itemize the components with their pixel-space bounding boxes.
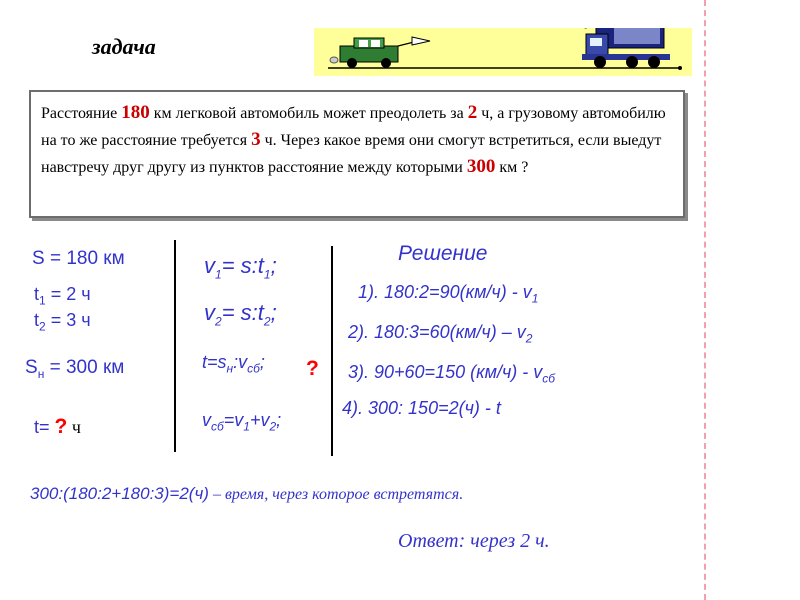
problem-text-3: ч, а грузовому автомобилю на то же расстояние требуется (41, 105, 666, 149)
problem-number-300: 300 (466, 156, 496, 177)
divider-given (174, 240, 176, 452)
cars-illustration-svg (314, 28, 692, 76)
problem-statement (29, 90, 685, 218)
end-point-icon (678, 66, 682, 70)
answer: Ответ: через 2 ч. (398, 530, 550, 552)
solution-step-1: 1). 180:2=90(км/ч) - $v_1$ (358, 282, 539, 306)
solution-heading: Решение (398, 242, 488, 265)
summary-line (30, 484, 463, 504)
problem-text-5: км ? (495, 159, 529, 176)
unknown-marker: ? (54, 415, 68, 438)
formula-v2: $v_2=$ $s:t_2$; (204, 300, 277, 329)
summary-expression: 300:(180:2+180:3)=2(ч) (30, 484, 209, 503)
formula-question-mark: ? (306, 357, 319, 380)
start-point-icon (330, 57, 338, 63)
slide-right-border (704, 0, 706, 600)
slide-title: задача (92, 34, 156, 59)
solution-step-3: 3). 90+60=150 $(км/ч) - v_{сб}$ (348, 362, 555, 386)
formula-t: $t=s_н:v_{сб}$; (202, 352, 265, 376)
summary-text: – время, через которое встретятся. (208, 486, 464, 503)
problem-text-4: ч. Через какое время они смогут встретиться, если выедут навстречу друг другу из пунктов расстояние между которыми (41, 132, 662, 176)
given-t1: $t_1 = 2$ ч (34, 284, 91, 308)
given-sn: $S_н = 300$ км (25, 357, 125, 381)
given-t2: $t_2 = 3$ ч (34, 310, 91, 334)
given-t-unknown: t= ? ч (34, 415, 81, 438)
problem-text-2: км легковой автомобиль может преодолеть за (149, 105, 468, 122)
problem-text-1: Расстояние (41, 105, 122, 122)
formula-v1: $v_1=$ $s:t_1$; (204, 253, 277, 282)
problem-number-3: 3 (251, 129, 261, 150)
problem-number-180: 180 (121, 102, 150, 123)
cars-illustration (314, 28, 692, 76)
solution-step-2: 2). 180:3=60(км/ч) – $v_2$ (348, 322, 533, 346)
truck-icon (582, 28, 670, 68)
car-icon (340, 38, 398, 68)
given-s: S = 180 км (32, 248, 125, 269)
formula-vsb: $v_{сб}=v_1+v_2$; (202, 410, 282, 434)
problem-number-2: 2 (467, 102, 478, 123)
solution-step-4: 4). 300: 150=2(ч) - t (342, 398, 501, 418)
car-arrow-icon (398, 37, 430, 46)
divider-formulas (331, 246, 333, 456)
